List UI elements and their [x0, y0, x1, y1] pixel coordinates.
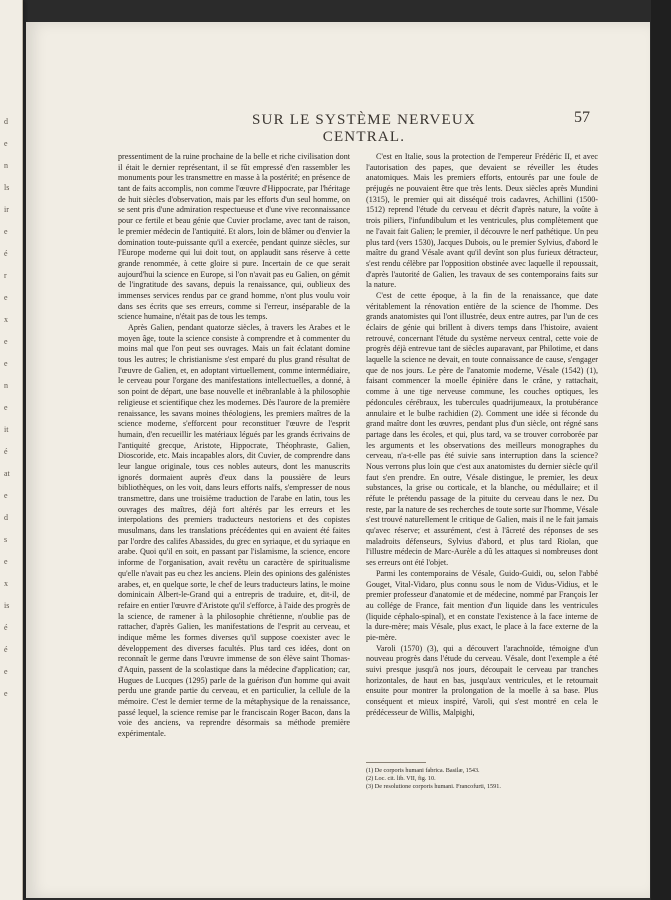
footnote: (1) De corporis humani fabrica. Basilæ, 1543. [366, 767, 480, 774]
footnote: (3) De resolutione corporis humani. Francofurti, 1591. [366, 783, 501, 790]
running-head: SUR LE SYSTÈME NERVEUX CENTRAL. [252, 112, 476, 145]
previous-page-fragment: é [4, 623, 8, 632]
previous-page-fragment: s [4, 535, 8, 544]
previous-page-fragment: ls [4, 183, 10, 192]
previous-page-fragment: it [4, 425, 9, 434]
paragraph: Après Galien, pendant quatorze siècles, à travers les Arabes et le moyen âge, toute la science consiste à comprendre et à commenter du moins mal que l'on peut ses ouvrages. Mais un fait éclatant domine tous les autres; le christianisme s'est emparé du plus grand résultat de l'œuvre de Galien, et, en adoptant virtuellement, comme intermédiaire, le cerveau pour l'organe des manifestations intellectuelles, a donné, à son point de départ, une base nouvelle et inébranlable à la philosophie religieuse et scientifique chez les modernes. Dès l'aurore de la première renaissance, les savans moines théologiens, les premiers maîtres de la science moderne, s'efforcent pour reconstituer l'œuvre de l'esprit humain, d'en recueillir les matériaux légués par les grands écrivains de l'antiquité grecque, Aristote, Hippocrate, Théophraste, Galien, Dioscoride, etc. Mais incapables alors, dit Cuvier, de comprendre dans leur langue originale, tous ces nobles auteurs, dont les manuscrits ignorés dormaient auprès d'eux dans la poussière de leurs bibliothèques, on les voit, dans leurs efforts naïfs, s'empresser de nous transmettre, dans une troisième traduction de l'arabe en latin, tous les ouvrages des maîtres, déjà fort altérés par les erreurs et les interpolations des premiers traducteurs nestoriens et des copistes musulmans, dans les translations précédentes qui en avaient été faites par l'ordre des califes Abassides, du grec en syriaque, et du syriaque en arabe. Quoi qu'il en soit, en passant par l'islamisme, la science, encore informe de l'organisation, avait revêtu un caractère de spiritualisme qu'elle n'avait pas eu chez les anciens. Plein des opinions des galénistes arabes, et, en quelque sorte, le chef de leurs traducteurs latins, le moine dominicain Albert-le-Grand qui a entrepris de traduire, et, dit-il, de refaire en entier l'œuvre d'Aristote qu'il s'efforce, à l'aide des progrès de la science, de ramener à la philosophie chrétienne, n'oublie pas de rattacher, d'après Galien, les manifestations de l'esprit au cerveau, et indique même les formes diverses qu'il suppose coexister avec le développement des diverses facultés. Plus tard ces idées, dont on reconnaît le germe dans l'œuvre immense de son élève saint Thomas-d'Aquin, passent de la scolastique dans la médecine d'application; car, Hugues de Lucques (1295) parle de la guérison d'un homme qui avait perdu une grande partie du cerveau, et en particulier, la cellule de la mémoire. C'est le dernier terme de la métaphysique de la renaissance, passé lequel, la science remise par le franciscain Roger Bacon, dans la voie des anciens, va reprendre désormais sa méthode première expérimentale. [118, 323, 350, 739]
previous-page-edge [0, 0, 23, 900]
previous-page-fragment: e [4, 403, 8, 412]
previous-page-fragment: ir [4, 205, 9, 214]
previous-page-fragment: is [4, 601, 10, 610]
previous-page-fragment: e [4, 227, 8, 236]
previous-page-fragment: e [4, 491, 8, 500]
previous-page-fragment: e [4, 139, 8, 148]
previous-page-fragment: e [4, 337, 8, 346]
previous-page-fragment: é [4, 249, 8, 258]
scan-background [651, 0, 671, 900]
footnote-divider [366, 762, 426, 763]
paragraph: pressentiment de la ruine prochaine de la belle et riche civilisation dont il était le dernier représentant, il se fût empressé d'en rassembler les monuments pour les transmettre en masse à la postérité; en présence de tant de faits accomplis, non comme l'œuvre d'Hippocrate, par l'héritage de huit siècles d'observation, mais par les efforts d'un seul homme, on se sent pris d'une admiration respectueuse et d'une vive reconnaissance pour ce fertile et beau génie que Cuvier proclame, avec tant de raison, le premier médecin de l'antiquité. Et alors, loin de blâmer ou d'envier la domination toute-puissante qu'il a exercée, pendant quinze siècles, sur l'Europe moderne qui lui doit tout, on applaudit sans réserve à cette grande renommée, à cette gloire si pure. Incertain de ce que serait aujourd'hui la science en Europe, si l'on n'avait pas eu Galien, on gémit de l'ingratitude des savans, depuis la renaissance, qui, oublieux des immenses services rendus par ce grand homme, n'ont plus voulu voir dans ses écrits que ses erreurs, comme si l'erreur, inséparable de la science humaine, n'était pas de tous les temps. [118, 152, 350, 322]
previous-page-fragment: r [4, 271, 7, 280]
previous-page-fragment: e [4, 359, 8, 368]
book-page [26, 22, 650, 898]
paragraph: Varoli (1570) (3), qui a découvert l'arachnoïde, témoigne d'un nouveau progrès dans l'étude du cerveau. Vésale, dont l'exemple a été suivi presque jusqu'à nos jours, découpait le cerveau par tranches horizontales, de haut en bas, jusqu'aux ventricules, et le retournait ensuite pour montrer la prolongation de la moelle à sa base. Plus conséquent et mieux inspiré, Varoli, qui s'est montré en cela le prédécesseur de Willis, Malpighi, [366, 643, 598, 717]
page-number: 57 [574, 109, 590, 126]
footnotes [366, 767, 598, 791]
previous-page-fragment: at [4, 469, 10, 478]
previous-page-fragment: n [4, 381, 8, 390]
previous-page-fragment: e [4, 689, 8, 698]
previous-page-fragment: d [4, 117, 8, 126]
previous-page-fragment: x [4, 579, 8, 588]
previous-page-fragment: e [4, 293, 8, 302]
previous-page-fragment: é [4, 447, 8, 456]
footnote: (2) Loc. cit. lib. VII, fig. 10. [366, 775, 436, 782]
previous-page-fragment: d [4, 513, 8, 522]
paragraph: C'est en Italie, sous la protection de l'empereur Frédéric II, et avec l'autorisation des papes, que devaient se réveiller les études anatomiques. Mais les premiers efforts, entourés par une foule de préjugés ne pouvaient être que très lents. Deux siècles après Mundini (1315), le premier qui ait disséqué trois cadavres, Achillini (1500-1512) reprend l'étude du cerveau et décrit d'après nature, la voûte à trois piliers, l'infundibulum et les ventricules, plus complètement que ne l'avait fait Galien; le premier, il découvre le nerf pathétique. Un peu plus tard (vers 1530), Jacques Dubois, ou le premier Sylvius, d'abord le maître du grand Vésale avant qu'il devînt son plus furieux détracteur, s'est rendu célèbre par l'opposition obstinée avec laquelle il repoussait, d'après l'autorité de Galien, les travaux de ses contemporains faits sur la nature. [366, 152, 598, 290]
paragraph: C'est de cette époque, à la fin de la renaissance, que date véritablement la rénovation entière de la science de l'homme. Des grands anatomistes qui l'ont illustrée, deux entre autres, par l'un de ces éclairs de génie qui brillent à divers temps dans l'histoire, avaient retrouvé, concernant l'étude du système nerveux central, cette voie de progrès déjà entrevue tant de siècles auparavant, par Philotime, et dans laquelle la science ne devait, en toute connaissance de cause, s'engager que de nos jours. Le père de l'anatomie moderne, Vésale (1542) (1), faisant commencer la moelle épinière dans le crâne, y rattachait, comme à une tige nerveuse commune, les couches optiques, les pédoncules cérébraux, les tubercules quadrijumeaux, la protubérance annulaire et le bulbe rachidien (2). Comment une idée si féconde du grand maître dont les œuvres, pendant plus d'un siècle, ont régné sans partage dans les écoles, et qui, plus tard, va se trouver corroborée par les arguments et les observations des meilleurs monographes du cerveau, n'a-t-elle pas été suivie sans interruption dans la science? Nous verrons plus loin que c'est aux anatomistes du dernier siècle qu'il faut s'en prendre. En outre, Vésale distingue, le premier, les deux substances, la grise ou corticale, et la blanche, ou médullaire; et il réfute le prétendu passage de la pituite du cerveau dans le nez. Du reste, par la nature de ses recherches de toute sorte sur l'homme, Vésale s'est trouvé naturellement le critique de Galien, mais il ne le fait jamais qu'avec réserve; et assurément, c'est à l'âcreté des réponses de ses maladroits défenseurs, Sylvius d'abord, et plus tard Riolan, que l'illustre médecin de Marc-Aurèle a dû les attaques si nombreuses dont ses erreurs ont été l'objet. [366, 290, 598, 568]
left-column [118, 152, 350, 740]
previous-page-fragment: n [4, 161, 8, 170]
previous-page-fragment: e [4, 557, 8, 566]
paragraph: Parmi les contemporains de Vésale, Guido-Guidi, ou, selon l'abbé Gouget, Vital-Vidaro, plus connu sous le nom de Vidus-Vidius, et le premier professeur d'anatomie et de médecine, nommé par François Ier au collége de France, fait mention d'un liquide dans les ventricules (liquide céphalo-spinal), et en constate l'existence à la face interne de la dure-mère; mais Vésale, plus exact, le place à la face externe de la pie-mère. [366, 568, 598, 642]
previous-page-fragment: e [4, 667, 8, 676]
previous-page-fragment: é [4, 645, 8, 654]
right-column [366, 152, 598, 718]
previous-page-fragment: x [4, 315, 8, 324]
